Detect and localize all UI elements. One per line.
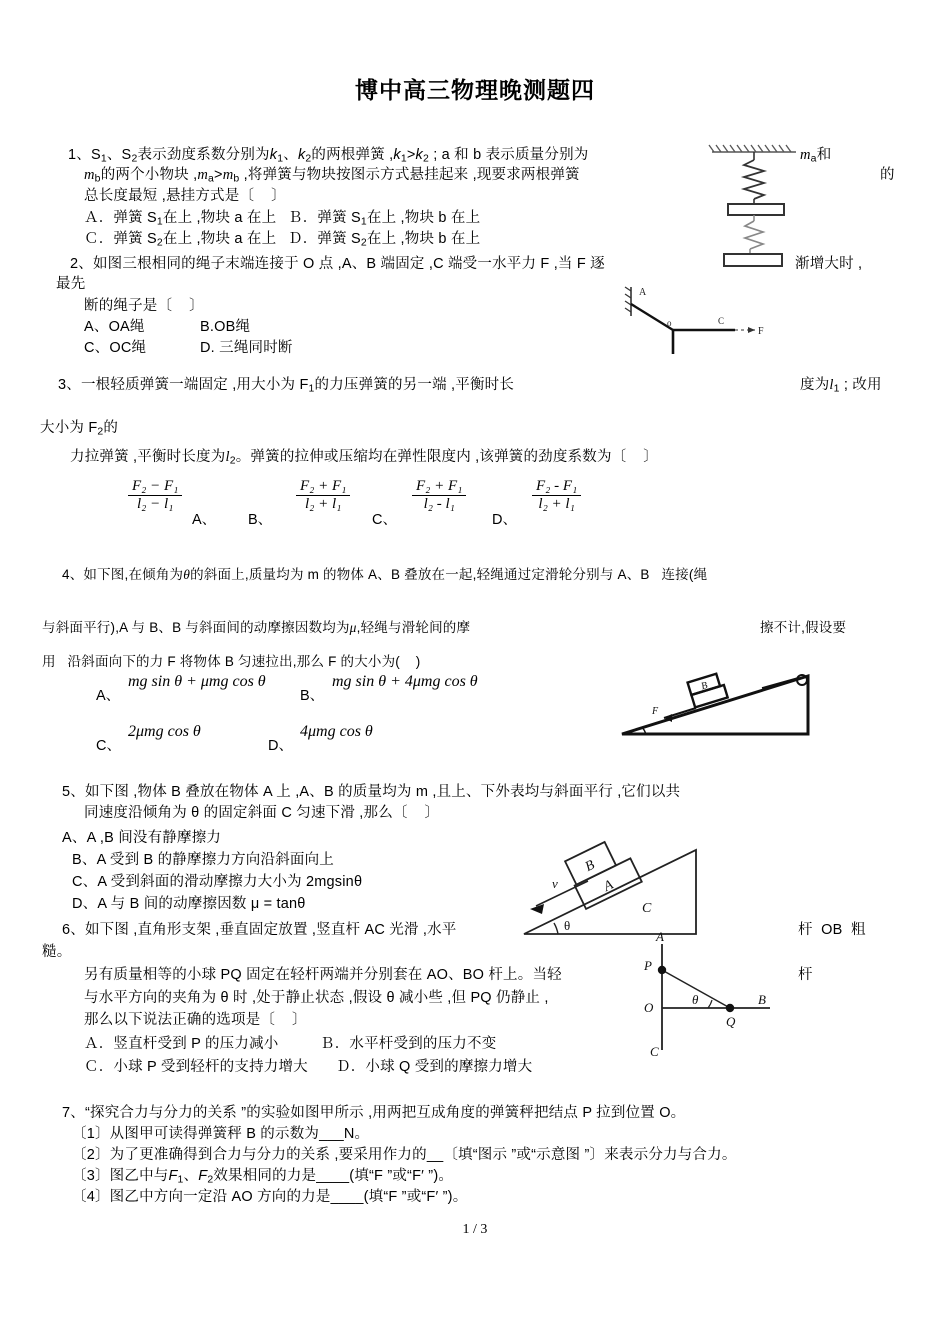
- q7-s3-f1: F: [168, 1168, 178, 1184]
- q3-optA-den: l₂ − l₁: [128, 495, 182, 513]
- q3-l2-b: 的: [103, 420, 119, 436]
- svg-text:O: O: [644, 1000, 654, 1015]
- q4-l1-a: 4、如下图,在倾角为: [62, 567, 184, 582]
- q6-option-d[interactable]: Ｄ．小球 Q 受到的摩擦力增大: [336, 1059, 533, 1075]
- q4-l1-b: 的斜面上,质量均为 m 的物体 A、B 叠放在一起,轻绳通过定滑轮分别与 A、B 连接(绳: [190, 567, 708, 582]
- svg-text:v: v: [552, 876, 558, 891]
- q3-l2-sub: 2: [97, 426, 104, 438]
- q3-option-c-label[interactable]: C、: [372, 512, 397, 528]
- q2-right-fragment: 渐增大时 ,: [795, 256, 863, 272]
- q4-line2: [42, 618, 470, 638]
- q4-right-fragment: 擦不计,假设要: [760, 620, 847, 635]
- q1-ma-sub: a: [810, 153, 817, 165]
- q6-option-c[interactable]: Ｃ．小球 P 受到轻杆的支持力增大: [84, 1059, 308, 1075]
- svg-text:F: F: [758, 326, 764, 337]
- q1-l1-g: >: [406, 147, 416, 163]
- stacked-blocks-incline-figure: [500, 830, 730, 945]
- q1-l2-d: >: [214, 167, 223, 183]
- svg-text:B: B: [582, 857, 598, 875]
- svg-text:B: B: [699, 680, 709, 693]
- q1-l1-k1s: 1: [277, 153, 284, 165]
- q6-right-fragment-2: 杆: [798, 967, 813, 983]
- q3-rf-b: ; 改用: [839, 377, 882, 393]
- q5-line2: 同速度沿倾角为 θ 的固定斜面 C 匀速下滑 ,那么〔 〕: [84, 805, 440, 821]
- page-number: 1 / 3: [462, 1222, 488, 1237]
- q1-l2-mbs: b: [94, 173, 101, 185]
- q2-option-b[interactable]: B.OB绳: [200, 319, 251, 335]
- q1-l1-f: k: [393, 147, 401, 163]
- q1-l1-d: 、: [283, 147, 298, 163]
- q6-line2: 糙。: [42, 944, 72, 960]
- q6-option-a[interactable]: Ａ．竖直杆受到 P 的压力减小: [84, 1036, 279, 1052]
- q3-rf-a: 度为: [800, 377, 830, 393]
- q1-optD-sub: 2: [360, 237, 367, 249]
- q3-l1-b: 的力压弹簧的另一端 ,平衡时长: [314, 377, 515, 393]
- q3-l3-l2: l: [225, 449, 230, 465]
- q1-l1-a: 1、S: [68, 147, 101, 163]
- q6-line3: 另有质量相等的小球 PQ 固定在轻杆两端并分别套在 AO、BO 杆上。当轻: [84, 967, 562, 983]
- q3-line1: [58, 375, 514, 400]
- q3-optC-den: l₂ - l₁: [412, 495, 466, 513]
- svg-text:A: A: [601, 877, 616, 895]
- q1-l1-s2: 2: [131, 153, 138, 165]
- spring-block-figure: [700, 142, 810, 277]
- svg-text:P: P: [644, 958, 652, 973]
- q1-l1-c: 表示劲度系数分别为: [137, 147, 270, 163]
- q1-l1-hs: 2: [422, 153, 429, 165]
- q2-option-d[interactable]: D. 三绳同时断: [200, 340, 293, 356]
- q7-s3-f2s: 2: [207, 1174, 214, 1186]
- q3-rf-l1: l: [829, 377, 834, 393]
- q1-l1-h: k: [415, 147, 423, 163]
- q6-right-fragment-1: 杆 OB 粗: [798, 922, 866, 938]
- svg-text:C: C: [718, 316, 725, 326]
- q6-line5: 那么以下说法正确的选项是〔 〕: [84, 1012, 307, 1028]
- q1-l2-e: m: [222, 167, 234, 183]
- q3-l3-b: 。弹簧的拉伸或压缩均在弹性限度内 ,该弹簧的劲度系数为〔 〕: [235, 449, 658, 465]
- q6-option-b[interactable]: Ｂ．水平杆受到的压力不变: [320, 1036, 497, 1052]
- svg-text:C: C: [650, 1044, 659, 1059]
- q4-theta: θ: [183, 567, 191, 582]
- q3-option-b-fraction[interactable]: [296, 478, 350, 513]
- q7-s3-b: 、: [183, 1168, 199, 1184]
- q6-line4: 与水平方向的夹角为 θ 时 ,处于静止状态 ,假设 θ 减小些 ,但 PQ 仍静止 ,: [84, 990, 549, 1006]
- q1-l1-i: ; a 和 b 表示质量分别为: [428, 147, 589, 163]
- q5-line1: 5、如下图 ,物体 B 叠放在物体 A 上 ,A、B 的质量均为 m ,且上、下外表均与斜面平行 ,它们以共: [62, 784, 681, 800]
- q3-option-d-label[interactable]: D、: [492, 512, 517, 528]
- q1-optC-a: Ｃ．弹簧 S: [84, 231, 157, 247]
- q1-l2-mb: m: [84, 167, 95, 183]
- q4-option-c-expr[interactable]: 2μmg cos θ: [128, 723, 201, 740]
- q6-line1: 6、如下图 ,直角形支架 ,垂直固定放置 ,竖直杆 AC 光滑 ,水平: [62, 922, 457, 938]
- q3-l1-sub: 1: [308, 383, 315, 395]
- q3-optB-num: F₂ + F₁: [300, 478, 347, 494]
- q4-option-c-label[interactable]: C、: [96, 738, 121, 754]
- q3-l1-a: 3、一根轻质弹簧一端固定 ,用大小为 F: [58, 377, 309, 393]
- page-title: 博中高三物理晚测题四: [355, 77, 595, 103]
- q4-l2-a: 与斜面平行),A 与 B、B 与斜面间的动摩擦因数均为: [42, 620, 350, 635]
- q1-l2-f: ,将弹簧与物块按图示方式悬挂起来 ,现要求两根弹簧: [239, 167, 580, 183]
- q3-right-fragment: [800, 375, 882, 400]
- three-rope-figure: [605, 282, 775, 362]
- q3-option-a-fraction[interactable]: [128, 478, 182, 513]
- q3-optC-num: F₂ + F₁: [416, 478, 463, 494]
- q7-s3-a: 〔3〕图乙中与: [72, 1168, 169, 1184]
- q1-ma: m: [800, 147, 811, 163]
- q4-option-a-label[interactable]: A、: [96, 688, 121, 704]
- q5-option-c[interactable]: C、A 受到斜面的滑动摩擦力大小为 2mgsinθ: [72, 874, 363, 890]
- q3-optD-den: l₂ + l₁: [532, 495, 581, 513]
- q4-option-d-label[interactable]: D、: [268, 738, 293, 754]
- q3-option-b-label[interactable]: B、: [248, 512, 273, 528]
- q1-l2-es: b: [233, 173, 240, 185]
- q1-optB-a: Ｂ．弹簧 S: [288, 210, 361, 226]
- q1-optA-a: Ａ．弹簧 S: [84, 210, 157, 226]
- q1-rf1-text: 和: [816, 147, 832, 163]
- svg-text:A: A: [656, 930, 664, 944]
- q4-option-b-label[interactable]: B、: [300, 688, 325, 704]
- q1-l1-b: 、S: [106, 147, 132, 163]
- q2-line1: 2、如图三根相同的绳子末端连接于 O 点 ,A、B 端固定 ,C 端受一水平力 F ,当 F 逐: [70, 256, 605, 272]
- svg-text:Q: Q: [726, 1014, 736, 1029]
- q1-optA-b: 在上 ,物块 a 在上: [162, 210, 277, 226]
- q1-l1-k2: k: [297, 147, 306, 163]
- q4-option-b-expr[interactable]: mg sin θ + 4μmg cos θ: [332, 673, 478, 690]
- incline-pulley-figure: [612, 662, 827, 747]
- q3-l3-sub: 2: [229, 455, 236, 467]
- q4-option-d-expr[interactable]: 4μmg cos θ: [300, 723, 373, 740]
- q7-sub4[interactable]: 〔4〕图乙中方向一定沿 AO 方向的力是____(填“F ”或“F′ ”)。: [72, 1189, 468, 1205]
- q3-optA-num: F₂ − F₁: [132, 478, 179, 494]
- q1-l1-e: 的两根弹簧 ,: [311, 147, 394, 163]
- q3-option-a-label[interactable]: A、: [192, 512, 217, 528]
- q1-line3: 总长度最短 ,悬挂方式是〔 〕: [84, 188, 286, 204]
- q1-l1-k1: k: [269, 147, 278, 163]
- q7-s3-c: 效果相同的力是____(填“F ”或“F′ ”)。: [213, 1168, 454, 1184]
- q1-l2-cs: a: [208, 173, 215, 185]
- q5-option-b[interactable]: B、A 受到 B 的静摩擦力方向沿斜面向上: [72, 852, 334, 868]
- q3-option-c-fraction[interactable]: [412, 478, 466, 513]
- q7-sub1[interactable]: 〔1〕从图甲可读得弹簧秤 B 的示数为___N。: [72, 1126, 370, 1142]
- q1-l2-b: 的两个小物块 ,: [100, 167, 198, 183]
- q1-l1-s1: 1: [100, 153, 107, 165]
- q1-optA-sub: 1: [156, 216, 163, 228]
- q3-l2-a: 大小为 F: [40, 420, 98, 436]
- svg-text:o: o: [667, 318, 672, 328]
- q3-option-d-fraction[interactable]: [532, 478, 581, 513]
- q3-line2: [40, 418, 118, 443]
- q1-l2-c: m: [197, 167, 209, 183]
- q2-line3: 断的绳子是〔 〕: [84, 298, 204, 314]
- q4-option-a-expr[interactable]: mg sin θ + μmg cos θ: [128, 673, 266, 690]
- q1-optC-b: 在上 ,物块 a 在上: [162, 231, 277, 247]
- svg-text:θ: θ: [692, 992, 699, 1007]
- q2-line2: 最先: [56, 276, 86, 292]
- q3-rf-sub: 1: [833, 383, 840, 395]
- q1-optC-sub: 2: [156, 237, 163, 249]
- q1-l1-fs: 1: [400, 153, 407, 165]
- q4-l2-b: ,轻绳与滑轮间的摩: [356, 620, 471, 635]
- q3-l3-a: 力拉弹簧 ,平衡时长度为: [70, 449, 226, 465]
- svg-text:C: C: [642, 901, 652, 916]
- q1-l1-k2s: 2: [305, 153, 312, 165]
- q7-line1: 7、“探究合力与分力的关系 ”的实验如图甲所示 ,用两把互成角度的弹簧秤把结点 P 拉到位置 O。: [62, 1105, 686, 1121]
- q2-option-a[interactable]: A、OA绳: [84, 319, 145, 335]
- q1-option-d[interactable]: [288, 229, 480, 254]
- q5-option-a[interactable]: A、A ,B 间没有静摩擦力: [62, 830, 222, 846]
- svg-text:θ: θ: [564, 918, 571, 933]
- q4-line3: 用 沿斜面向下的力 F 将物体 B 匀速拉出,那么 F 的大小为( ): [42, 654, 421, 669]
- right-angle-bracket-figure: [600, 930, 780, 1060]
- svg-text:B: B: [758, 992, 766, 1007]
- q1-optD-b: 在上 ,物块 b 在上: [366, 231, 481, 247]
- q3-optD-num: F₂ - F₁: [536, 478, 578, 494]
- q7-s3-f2: F: [198, 1168, 208, 1184]
- q1-optD-a: Ｄ．弹簧 S: [288, 231, 361, 247]
- q2-option-c[interactable]: C、OC绳: [84, 340, 147, 356]
- q7-sub2[interactable]: 〔2〕为了更准确得到合力与分力的关系 ,要采用作力的__〔填“图示 ”或“示意图 ”〕来表示分力与合力。: [72, 1147, 737, 1163]
- q3-optB-den: l₂ + l₁: [296, 495, 350, 513]
- q3-line3: [70, 447, 658, 472]
- q4-line1: [62, 565, 707, 585]
- q1-optB-sub: 1: [360, 216, 367, 228]
- svg-text:A: A: [639, 287, 647, 298]
- q1-option-c[interactable]: [84, 229, 276, 254]
- q1-right-fragment-2: 的: [880, 167, 895, 183]
- svg-text:F: F: [652, 706, 659, 717]
- q4-mu: μ: [349, 620, 357, 635]
- q7-s3-f1s: 1: [177, 1174, 184, 1186]
- q1-optB-b: 在上 ,物块 b 在上: [366, 210, 481, 226]
- q5-option-d[interactable]: D、A 与 B 间的动摩擦因数 μ = tanθ: [72, 896, 306, 912]
